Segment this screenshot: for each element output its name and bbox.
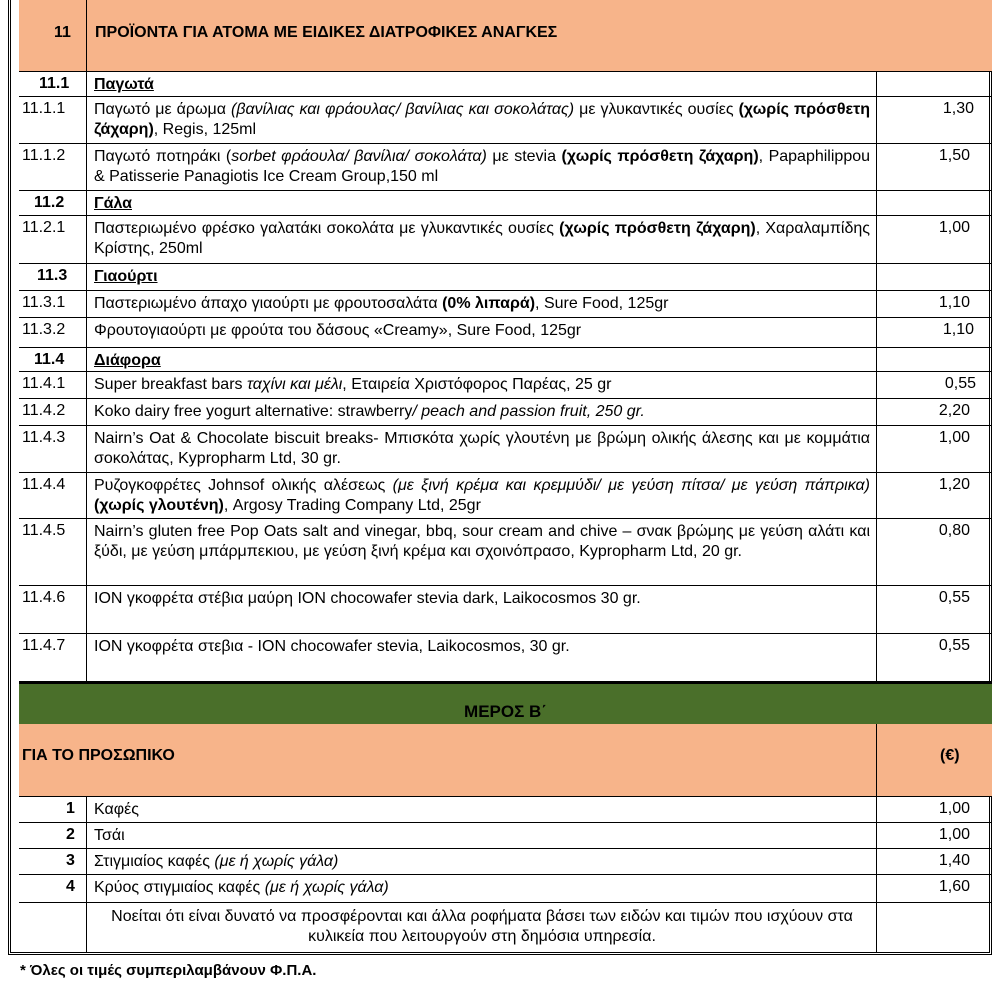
- item-description: ΙΟΝ γκοφρέτα στεβια - ΙΟΝ chocowafer stevia, Laikocosmos, 30 gr.: [94, 638, 570, 655]
- section-header: [19, 0, 992, 72]
- staff-price: 1,00: [938, 800, 970, 817]
- item-code: 11.1.2: [22, 147, 66, 164]
- group-title: Παγωτά: [94, 76, 154, 93]
- staff-price: 1,60: [938, 878, 970, 895]
- staff-note: Νοείται ότι είναι δυνατό να προσφέρονται και άλλα ροφήματα βάσει των ειδών και τιμών που ισχύουν στα κυλικεία που λειτουργούν στη δημόσια υπηρεσία.: [111, 908, 853, 945]
- section-number: 11: [54, 24, 71, 41]
- item-row: [19, 586, 992, 634]
- item-row: [19, 426, 992, 473]
- item-description: Super breakfast bars ταχίνι και μέλι, Εταιρεία Χριστόφορος Παρέας, 25 gr: [94, 376, 612, 393]
- group-number: 11.1: [39, 75, 70, 92]
- item-price: 1,50: [938, 147, 970, 164]
- item-description: Παστεριωμένο άπαχο γιαούρτι με φρουτοσαλάτα (0% λιπαρά), Sure Food, 125gr: [94, 295, 669, 312]
- group-row: [19, 72, 992, 97]
- item-row: [19, 634, 992, 684]
- item-description: ΙΟΝ γκοφρέτα στέβια μαύρη ΙΟΝ chocowafer stevia dark, Laikocosmos 30 gr.: [94, 590, 641, 607]
- item-row: [19, 372, 992, 399]
- staff-row: [19, 849, 992, 875]
- staff-row: [19, 875, 992, 903]
- currency-label: (€): [940, 747, 960, 764]
- item-row: [19, 144, 992, 191]
- item-row: [19, 216, 992, 264]
- item-code: 11.1.1: [22, 100, 66, 117]
- item-code: 11.4.3: [22, 429, 66, 446]
- staff-price: 1,00: [938, 826, 970, 843]
- item-price: 0,55: [944, 375, 976, 392]
- staff-row: [19, 823, 992, 849]
- item-row: [19, 399, 992, 426]
- staff-description: Κρύος στιγμιαίος καφές (με ή χωρίς γάλα): [94, 879, 389, 896]
- item-price: 1,10: [938, 294, 970, 311]
- staff-number: 3: [66, 852, 75, 869]
- staff-number: 1: [66, 800, 75, 817]
- item-row: [19, 519, 992, 586]
- group-row: [19, 348, 992, 372]
- item-price: 1,20: [938, 476, 970, 493]
- staff-header: [19, 724, 992, 797]
- item-price: 2,20: [938, 402, 970, 419]
- item-code: 11.4.2: [22, 402, 66, 419]
- part-b-header: [19, 684, 992, 724]
- item-description: Koko dairy free yogurt alternative: strawberry/ peach and passion fruit, 250 gr.: [94, 403, 645, 420]
- item-description: Παγωτό ποτηράκι (sorbet φράουλα/ βανίλια/ σοκολάτα) με stevia (χωρίς πρόσθετη ζάχαρη), Papaphilippou & Patisserie Panagiotis Ice Cream Group,150 ml: [94, 148, 871, 185]
- item-code: 11.4.1: [22, 375, 66, 392]
- item-code: 11.3.2: [22, 321, 66, 338]
- vat-footnote: * Όλες οι τιμές συμπεριλαμβάνουν Φ.Π.Α.: [20, 962, 317, 979]
- item-row: [19, 473, 992, 519]
- group-number: 11.3: [37, 267, 68, 284]
- group-title: Γάλα: [94, 195, 132, 212]
- part-b-title: ΜΕΡΟΣ Β΄: [464, 702, 547, 721]
- item-description: Παστεριωμένο φρέσκο γαλατάκι σοκολάτα με γλυκαντικές ουσίες (χωρίς πρόσθετη ζάχαρη), Χαραλαμπίδης Κρίστης, 250ml: [94, 220, 870, 257]
- section-title: ΠΡΟΪΟΝΤΑ ΓΙΑ ΑΤΟΜΑ ΜΕ ΕΙΔΙΚΕΣ ΔΙΑΤΡΟΦΙΚΕΣ ΑΝΑΓΚΕΣ: [95, 24, 558, 41]
- item-code: 11.3.1: [22, 294, 66, 311]
- item-code: 11.4.4: [22, 476, 66, 493]
- staff-row: [19, 797, 992, 823]
- item-code: 11.4.6: [22, 589, 66, 606]
- item-row: [19, 291, 992, 318]
- item-row: [19, 318, 992, 348]
- item-price: 0,80: [938, 522, 970, 539]
- item-code: 11.4.5: [22, 522, 66, 539]
- group-title: Διάφορα: [94, 352, 161, 369]
- item-description: Φρουτογιαούρτι με φρούτα του δάσους «Creamy», Sure Food, 125gr: [94, 322, 582, 339]
- item-description: Nairn’s Oat & Chocolate biscuit breaks- Μπισκότα χωρίς γλουτένη με βρώμη ολικής άλεσης και με κομμάτια σοκολάτας, Kypropharm Ltd, 30 gr.: [94, 430, 870, 467]
- item-code: 11.2.1: [22, 219, 66, 236]
- item-price: 0,55: [938, 637, 970, 654]
- staff-price: 1,40: [938, 852, 970, 869]
- staff-description: Τσάι: [94, 827, 125, 844]
- staff-title: ΓΙΑ ΤΟ ΠΡΟΣΩΠΙΚΟ: [22, 747, 175, 764]
- group-row: [19, 191, 992, 216]
- group-number: 11.2: [34, 194, 65, 211]
- item-code: 11.4.7: [22, 637, 66, 654]
- staff-number: 4: [66, 878, 75, 895]
- group-number: 11.4: [34, 351, 65, 368]
- group-title: Γιαούρτι: [94, 268, 158, 285]
- staff-description: Καφές: [94, 801, 139, 818]
- staff-note-row: [19, 903, 992, 952]
- item-price: 0,55: [938, 589, 970, 606]
- item-description: Ρυζογκοφρέτες Johnsof ολικής αλέσεως (με ξινή κρέμα και κρεμμύδι/ με γεύση πίτσα/ με γεύση πάπρικα) (χωρίς γλουτένη), Argosy Trading Company Ltd, 25gr: [94, 477, 870, 514]
- item-description: Παγωτό με άρωμα (βανίλιας και φράουλας/ βανίλιας και σοκολάτας) με γλυκαντικές ουσίες (χωρίς πρόσθετη ζάχαρη), Regis, 125ml: [94, 101, 870, 138]
- item-price: 1,00: [938, 219, 970, 236]
- item-row: [19, 97, 992, 144]
- staff-description: Στιγμιαίος καφές (με ή χωρίς γάλα): [94, 853, 339, 870]
- item-price: 1,30: [942, 100, 974, 117]
- item-price: 1,10: [942, 321, 974, 338]
- item-description: Nairn’s gluten free Pop Oats salt and vinegar, bbq, sour cream and chive – σνακ βρώμης με γεύση αλάτι και ξύδι, με γεύση μπάρμπεκιου, με γεύση ξινή κρέμα και σχοινόπρασο, Kypropharm Ltd, 20 gr.: [94, 523, 870, 560]
- group-row: [19, 264, 992, 291]
- item-price: 1,00: [938, 429, 970, 446]
- staff-number: 2: [66, 826, 75, 843]
